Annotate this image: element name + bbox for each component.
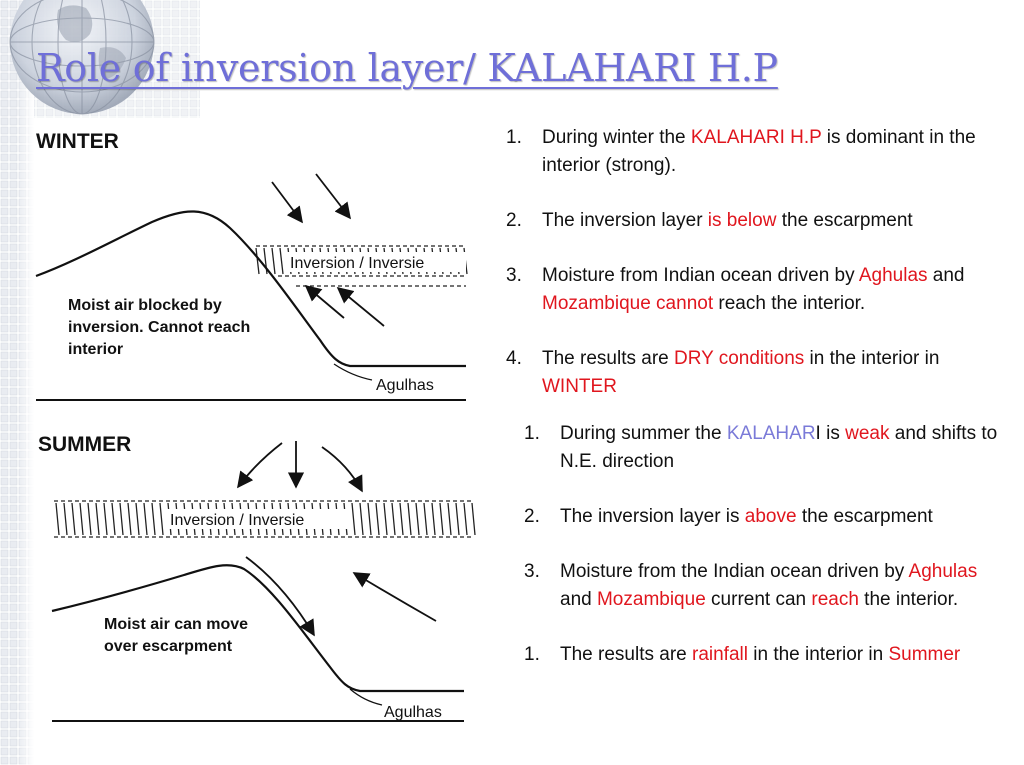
list-item: 3. Moisture from Indian ocean driven by Aghulas and Mozambique cannot reach the interior. [506,265,965,314]
winter-points [506,124,1016,428]
winter-diagram [34,118,478,410]
list-item: 2. The inversion layer is above the escarpment [524,506,933,527]
summer-title: SUMMER [38,433,132,456]
winter-callout: Moist air blocked by inversion. Cannot reach interior [68,297,251,358]
list-item: 4. The results are DRY conditions in the interior in WINTER [506,348,940,397]
winter-inversion-label: Inversion / Inversie [290,255,425,272]
winter-current-label: Agulhas [376,377,434,394]
list-item: 3. Moisture from the Indian ocean driven by Aghulas and Mozambique current can reach the interior. [524,561,978,610]
list-item: 2. The inversion layer is below the escarpment [506,210,913,231]
summer-inversion-label: Inversion / Inversie [170,512,305,529]
summer-current-label: Agulhas [384,704,442,721]
list-item: 1. The results are rainfall in the interior in Summer [524,644,961,665]
summer-points [524,420,1014,696]
list-item: 1. During winter the KALAHARI H.P is dominant in the interior (strong). [506,127,976,176]
summer-callout: Moist air can move over escarpment [104,616,249,655]
summer-diagram [34,425,478,731]
list-item: 1. During summer the KALAHARI is weak and shifts to N.E. direction [524,423,998,472]
summer-arrows [238,441,436,621]
page-title: Role of inversion layer/ KALAHARI H.P [36,46,778,90]
winter-title: WINTER [36,130,119,153]
